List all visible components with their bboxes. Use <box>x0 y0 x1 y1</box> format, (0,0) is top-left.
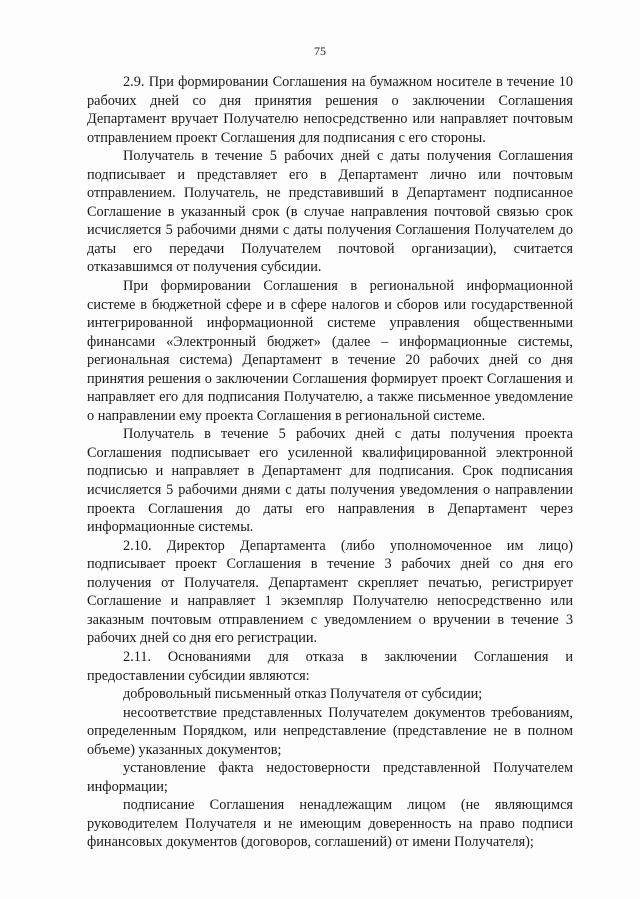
refusal-reason-voluntary: добровольный письменный отказ Получателя от субсидии; <box>123 686 483 703</box>
paragraph-2-10: 2.10. Директор Департамента (либо уполномоченное им лицо) подписывает проект Соглашения в течение 3 рабочих дней со дня его получения от Получателя. Департамент скрепляет печатью, регистрирует Соглашение и направляет 1 экземпляр Получателю непосредственно или заказным почтовым отправлением с уведомлением о вручении в течение 3 рабочих дней со дня его регистрации. <box>87 537 573 647</box>
page-number: 75 <box>314 44 326 58</box>
refusal-reason-improper-signatory: подписание Соглашения ненадлежащим лицом (не являющимся руководителем Получателя и не имеющим доверенность на право подписи финансовых документов (договоров, соглашений) от имени Получателя); <box>87 797 573 851</box>
paragraph-2-11: 2.11. Основаниями для отказа в заключении Соглашения и предоставлении субсидии являются: <box>87 648 573 684</box>
paragraph-electronic-forming: При формировании Соглашения в региональной информационной системе в бюджетной сфере и в сфере налогов и сборов или государственной интегрированной информационной системе управления общественными финансами «Электронный бюджет» (далее – информационные системы, региональная система) Департамент в течение 20 рабочих дней со дня принятия решения о заключении Соглашения формирует проект Соглашения и направляет его для подписания Получателю, а также письменное уведомление о направлении ему проекта Соглашения в региональной системе. <box>87 278 573 424</box>
paragraph-recipient-paper: Получатель в течение 5 рабочих дней с даты получения Соглашения подписывает и представляет его в Департамент лично или почтовым отправлением. Получатель, не представивший в Департамент подписанное Соглашение в указанный срок (в случае направления почтовой связью срок исчисляется 5 рабочими днями с даты получения Соглашения Получателем до даты его передачи Получателем почтовой организации), считается отказавшимся от получения субсидии. <box>87 148 573 276</box>
refusal-reason-false-info: установление факта недостоверности представленной Получателем информации; <box>87 760 573 795</box>
paragraph-2-9: 2.9. При формировании Соглашения на бумажном носителе в течение 10 рабочих дней со дня принятия решения о заключении Соглашения Департамент вручает Получателю непосредственно или направляет почтовым отправлением проект Соглашения для подписания с его стороны. <box>87 74 573 146</box>
document-body <box>87 73 573 852</box>
paragraph-recipient-electronic: Получатель в течение 5 рабочих дней с даты получения проекта Соглашения подписывает его усиленной квалифицированной электронной подписью и направляет в Департамент для подписания. Срок подписания исчисляется 5 рабочими днями с даты получения уведомления о направлении проекта Соглашения до даты его направления в Департамент через информационные системы. <box>87 426 573 536</box>
refusal-reason-noncompliance: несоответствие представленных Получателем документов требованиям, определенным Порядком, или непредставление (представление не в полном объеме) указанных документов; <box>87 704 573 758</box>
